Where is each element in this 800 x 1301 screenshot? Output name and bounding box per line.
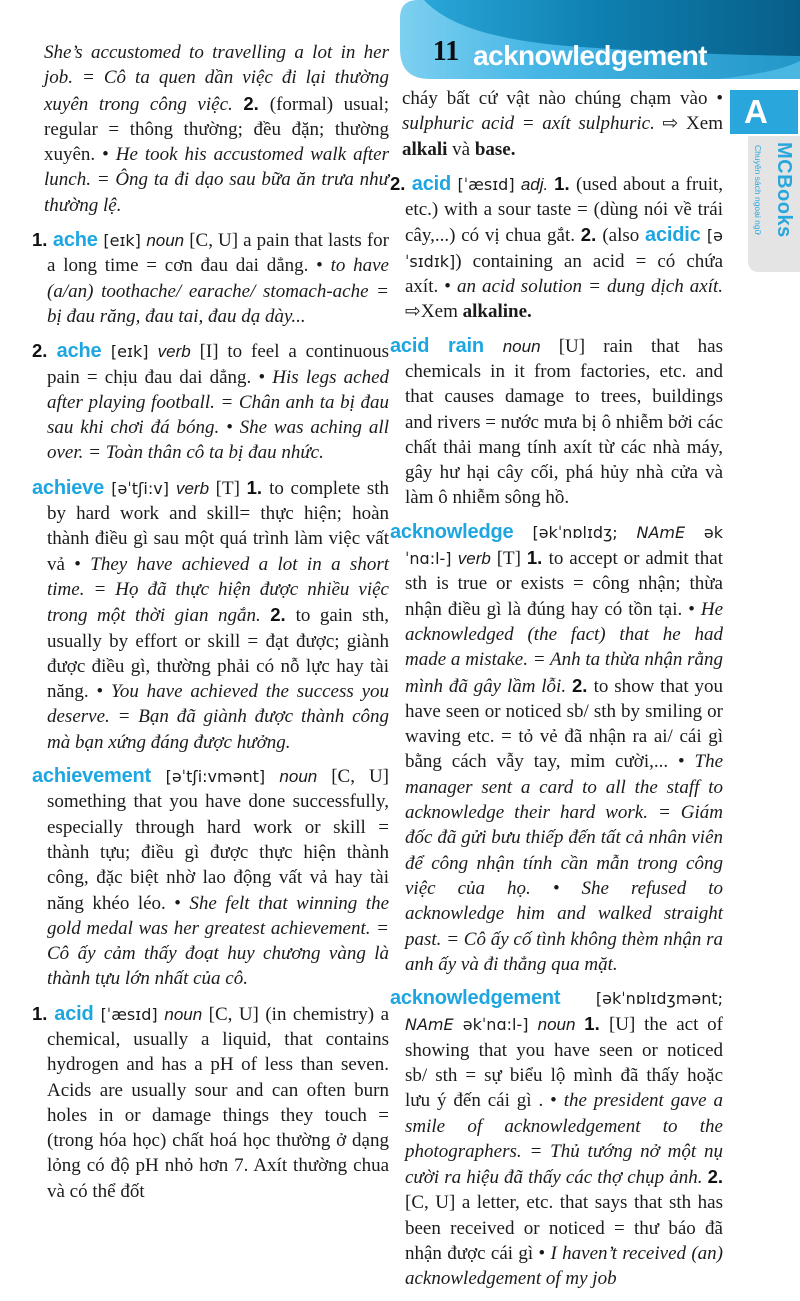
entry-segment: verb <box>457 549 497 569</box>
entry-segment: His legs ached after playing football. = Chân anh ta bị đau sau khi chơi đá bóng. • She was aching all over. = Toàn thân cô ta bị đau nhức. <box>47 366 389 464</box>
entry-segment: to have (a/an) toothache/ earache/ stomach-ache = bị đau răng, đau tai, đau dạ dày... <box>47 255 389 327</box>
entry-segment: (also <box>602 225 646 247</box>
entry-segment: [U] the act of showing that you have seen or noticed sb/ sth = sự biểu lộ mình đã thấy hoặc lưu ý đến cái gì . • <box>405 1014 724 1112</box>
headword: ache <box>52 229 104 252</box>
entry-segment: 2. <box>270 604 296 626</box>
entry-segment: [əkˈnɒlɪdʒmənt; <box>595 989 723 1009</box>
entry-segment: Xem <box>420 301 463 323</box>
entry-segment: to complete sth by hard work and skill= thực hiện; hoàn thành điều gì sau một quá trình làm việc vất vả • <box>47 477 390 575</box>
publisher-brand-box <box>748 136 800 272</box>
entry-segment: [C, U] something that you have done successfully, especially through hard work or skill = thành tựu; điều gì được thực hiện thành công, đặc biệt nhờ lao động vất vả hay tài năng khéo léo. • <box>47 766 389 914</box>
entry-segment: 2. <box>32 340 57 362</box>
entry-segment: I haven’t received (an) acknowledgement of my job <box>405 1243 724 1290</box>
entry-segment: 1. <box>584 1013 609 1035</box>
entry-segment: the president gave a smile of acknowledgement to the photographers. = Thủ tướng nở một nụ cười ra hiệu đã thấy các thợ chụp ảnh. <box>405 1090 723 1189</box>
entry-segment: alkali <box>402 138 448 160</box>
entry-segment: [C, U] (in chemistry) a chemical, usually a liquid, that contains hydrogen and has a pH of less than seven. Acids are usually sour and can often burn holes in or damage things they touch = (trong hóa học) chất hoá học thường ở dạng lỏng có độ pH nhỏ hơn 7. Axít thường chua và có thể đốt <box>47 1003 390 1202</box>
entry-segment: 2. <box>580 224 603 246</box>
entry-segment: (used about a fruit, etc.) with a sour taste = (dùng nói về trái cây,...) có vị chua gắt. <box>405 173 724 247</box>
entry-segment: əkˈnɑ:l-] <box>462 1015 538 1035</box>
entry-segment: 2. <box>707 1166 723 1188</box>
dictionary-entry <box>32 475 389 755</box>
headword: ache <box>56 340 111 363</box>
entry-segment: ) containing an acid = có chứa axít. • <box>405 250 723 298</box>
entry-segment: noun <box>164 1004 209 1024</box>
entry-segment: alkaline. <box>462 301 532 323</box>
entry-segment: Xem <box>678 113 723 135</box>
entry-segment: 1. <box>526 547 549 569</box>
entry-segment: [I] to feel a continuous pain = chịu đau dai dẳng. • <box>47 341 390 388</box>
entry-segment: [C, U] a pain that lasts for a long time = cơn đau dai dẳng. • <box>47 230 389 277</box>
entry-segment: [ˈæsɪd] <box>457 174 521 194</box>
dictionary-entry <box>32 764 389 992</box>
entry-segment: [ˈæsɪd] <box>100 1004 165 1024</box>
entry-segment: sulphuric acid = axít sulphuric. <box>402 113 663 135</box>
entry-segment: He acknowledged (the fact) that he had made a mistake. = Anh ta thừa nhận rằng mình đã gây lầm lỗi. <box>405 598 723 697</box>
entry-segment: noun <box>537 1015 585 1035</box>
header-guide-word: acknowledgement <box>473 40 707 71</box>
entry-segment: They have achieved a lot in a short time. = Họ đã thực hiện được nhiều việc trong một thời gian ngắn. <box>47 553 389 627</box>
entry-segment: [U] rain that has chemicals in it from factories, etc. and that causes damage to trees, buildings and rivers = nước mưa bị ô nhiễm bởi các chất thải mang tính axít từ các nhà máy, gây hư hại cây cối, phá hủy nhà cửa và làm ô nhiễm sông hồ. <box>405 335 723 509</box>
entry-segment: The manager sent a card to all the staff to acknowledge their hard work. = Giám đốc đã gửi bưu thiếp đến tất cả nhân viên để công nhận tính cần mẫn trong công việc của họ. • She refused to acknowledge him and walked straight past. = Cô ấy cố tình không thèm nhận ra anh ấy và đi thẳng qua mặt. <box>405 751 723 975</box>
dictionary-entry <box>390 171 723 325</box>
entry-segment: [C, U] a letter, etc. that says that sth has been received or noticed = thư báo đã nhận được cái gì • <box>405 1192 723 1265</box>
headword: acid <box>411 172 458 195</box>
page-number: 11 <box>432 36 460 67</box>
entry-segment: adj. <box>520 174 555 194</box>
entry-segment: to gain sth, usually by effort or skill = đạt được; giành được điều gì, thường phải có nỗ lực hay tài năng. • <box>47 605 389 703</box>
headword: acknowledgement <box>390 987 596 1010</box>
entry-segment: 2. <box>571 674 594 696</box>
entry-segment: 1. <box>32 1002 55 1024</box>
entry-segment: [eɪk] <box>103 231 147 251</box>
entry-segment: an acid solution = dung dịch axít. <box>457 276 723 298</box>
entry-segment: 1. <box>246 476 270 498</box>
dictionary-entry <box>32 40 389 218</box>
headword: acidic <box>645 224 707 247</box>
entry-segment: She’s accustomed to travelling a lot in her job. = Cô ta quen dần việc đi lại thường xuyên trong công việc. <box>44 42 389 115</box>
dictionary-entry <box>390 986 723 1292</box>
left-column <box>32 40 389 1213</box>
right-column <box>390 86 723 1301</box>
dictionary-entry <box>32 1001 389 1204</box>
dictionary-entry <box>32 227 389 329</box>
entry-segment: [eɪk] <box>110 342 158 362</box>
dictionary-entry <box>390 520 723 977</box>
entry-segment: [əkˈnɒlɪdʒ; <box>532 522 637 542</box>
entry-segment: [əˈtʃi:vmənt] <box>165 767 280 787</box>
entry-segment: [T] <box>215 477 247 499</box>
entry-segment: [T] <box>496 548 527 570</box>
entry-segment: noun <box>502 336 559 356</box>
entry-segment: [əˈtʃi:v] <box>111 478 176 498</box>
entry-segment: verb <box>157 342 200 362</box>
entry-segment: She felt that winning the gold medal was her greatest achievement. = Cô ấy cảm thấy đoạt huy chương vàng là thành tựu lớn nhất của cô. <box>47 892 389 990</box>
headword: achievement <box>32 765 166 788</box>
headword: acid rain <box>390 334 503 357</box>
publisher-tagline: Chuyên sách ngoại ngữ <box>753 145 763 236</box>
entry-segment: əkˈnɑ:l-] <box>405 522 723 569</box>
entry-segment: 1. <box>554 172 576 194</box>
letter-index-tab <box>730 90 798 134</box>
headword: acknowledge <box>390 520 533 543</box>
entry-segment: base. <box>474 138 516 160</box>
publisher-name: MCBooks <box>773 142 795 238</box>
entry-segment: You have achieved the success you deserve. = Bạn đã giành được thành công mà bạn xứng đáng được hưởng. <box>47 681 390 753</box>
entry-segment: noun <box>146 231 190 251</box>
entry-segment: ⇨ <box>405 300 421 323</box>
entry-segment: to show that you have seen or noticed sb/ sth by smiling or waving etc. = tỏ vẻ đã nhận ra ai/ cái gì bằng cách vẫy tay, mỉm cười,... • <box>405 675 723 773</box>
entry-segment: cháy bất cứ vật nào chúng chạm vào • <box>402 88 723 109</box>
entry-segment: [əˈsɪdɪk] <box>405 226 724 271</box>
entry-segment: 2. <box>243 92 270 114</box>
dictionary-entry <box>390 86 723 162</box>
dictionary-entry <box>390 334 723 511</box>
entry-segment: NAmE <box>636 522 704 542</box>
entry-segment: He took his accustomed walk after lunch. = Ông ta đi dạo sau bữa ăn trưa như thường lệ. <box>44 144 389 216</box>
entry-segment: 1. <box>32 229 53 251</box>
entry-segment: verb <box>175 478 216 498</box>
entry-segment: 2. <box>390 172 412 194</box>
entry-segment: noun <box>279 767 332 787</box>
entry-segment: ⇨ <box>662 112 679 135</box>
headword: achieve <box>32 476 112 499</box>
entry-segment: (formal) usual; regular = thông thường; đều đặn; thường xuyên. • <box>44 93 390 166</box>
entry-segment: NAmE <box>405 1015 463 1035</box>
header-banner <box>400 0 800 79</box>
headword: acid <box>54 1002 101 1025</box>
entry-segment: và <box>447 138 475 160</box>
dictionary-entry <box>32 338 389 465</box>
letter-tab-label: A <box>744 93 768 130</box>
entry-segment: to accept or admit that sth is true or exists = công nhận; thừa nhận điều gì là đúng hay có tồn tại. • <box>405 548 724 620</box>
